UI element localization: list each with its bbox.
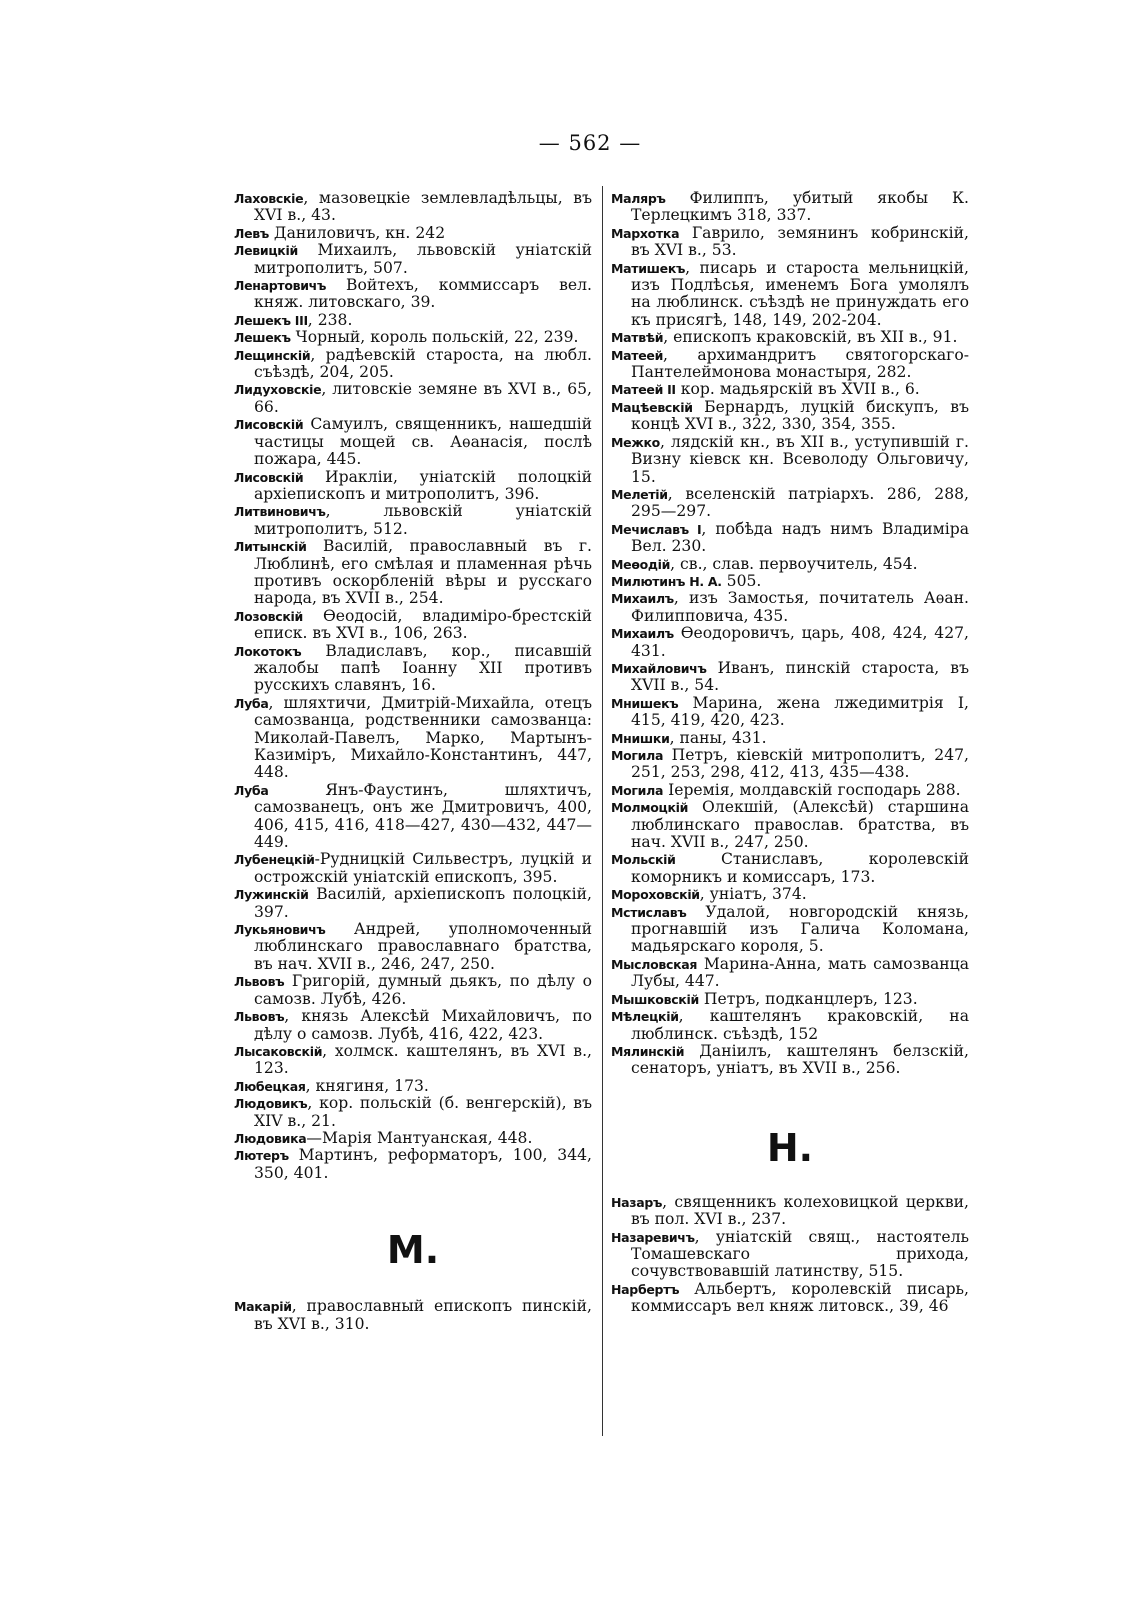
index-entry [234, 416, 592, 468]
entry-text: Марина-Анна, мать самозванца Лубы, 447. [631, 954, 969, 991]
index-entry [611, 660, 969, 695]
entry-headword: Людовика [234, 1130, 307, 1146]
entry-text: , епископъ краковскій, въ XII в., 91. [663, 328, 958, 347]
entry-headword: Людовикъ [234, 1096, 308, 1112]
entry-text: , каштелянъ краковскій, на люблинск. съѣздѣ, 152 [631, 1007, 969, 1043]
index-entry [234, 608, 592, 643]
entry-text: Ѳеодосій, владиміро-брестскій еписк. въ XVI в., 106, 263. [254, 606, 592, 643]
entry-text: Даніилъ, каштелянъ белзскій, сенаторъ, уніатъ, въ XVII в., 256. [631, 1041, 969, 1078]
entry-headword: Левицкій [234, 243, 298, 259]
index-entry [611, 1281, 969, 1316]
index-entry [611, 1043, 969, 1078]
index-entry [611, 904, 969, 956]
entry-headword: Михаилъ [611, 591, 674, 607]
index-entry [234, 469, 592, 504]
entry-text: , паны, 431. [669, 728, 767, 747]
index-entry [611, 381, 969, 398]
entry-text: -Рудницкій Сильвестръ, луцкій и острожскій уніатскій епископъ, 395. [254, 850, 592, 886]
index-entry [234, 973, 592, 1008]
entry-text: Иванъ, пинскій староста, въ XVII в., 54. [631, 658, 969, 695]
entry-headword: Назаръ [611, 1194, 663, 1210]
entry-text: Иракліи, уніатскій полоцкій архіепископъ и митрополитъ, 396. [254, 467, 592, 503]
entry-headword: Лисовскій [234, 417, 304, 433]
index-entry [234, 1078, 592, 1095]
entry-headword: Мнишки [611, 730, 670, 746]
entry-headword: Ленартовичъ [234, 278, 327, 294]
entry-text: Петръ, кіевскій митрополитъ, 247, 251, 253, 298, 412, 413, 435—438. [631, 746, 969, 782]
entry-text: Григорій, думный дьякъ, по дѣлу о самозв. Лубѣ, 426. [254, 972, 592, 1008]
index-entry [234, 190, 592, 225]
index-entry [234, 538, 592, 608]
index-entry [234, 347, 592, 382]
index-entry [611, 590, 969, 625]
index-entry [234, 921, 592, 973]
entry-text: , князь Алексѣй Михайловичъ, по дѣлу о самозв. Лубѣ, 416, 422, 423. [254, 1007, 592, 1043]
entry-headword: Левъ [234, 225, 269, 241]
entry-headword: Лютеръ [234, 1148, 289, 1164]
letter-heading-n: Н. [766, 1125, 814, 1170]
entry-text: Бернардъ, луцкій бискупъ, въ концѣ XVI в., 322, 330, 354, 355. [631, 397, 969, 434]
entry-headword: Мацѣевскій [611, 399, 693, 415]
index-entry [234, 277, 592, 312]
index-entry [234, 695, 592, 782]
entry-headword: Мархотка [611, 225, 680, 241]
entry-headword: Мѣлецкій [611, 1009, 679, 1025]
index-entry [234, 329, 592, 346]
entry-headword: Милютинъ Н. А. [611, 573, 722, 589]
entry-text: Петръ, подканцлеръ, 123. [698, 989, 918, 1008]
entry-headword: Маляръ [611, 191, 666, 206]
entry-headword: Мелетій [611, 486, 668, 502]
index-entry [234, 643, 592, 695]
index-entry [611, 782, 969, 799]
entry-text: Филиппъ, убитый якобы К. Терлецкимъ 318, 337. [631, 189, 969, 225]
index-entry [234, 1298, 592, 1333]
entry-text: , св., слав. первоучитель, 454. [670, 554, 918, 573]
entry-text: , уніатскій свящ., настоятель Томашевскаго прихода, сочувствовавшій латинству, 515. [631, 1227, 969, 1281]
index-entry [611, 225, 969, 260]
index-entry [234, 312, 592, 329]
entry-text: , литовскіе земяне въ XVI в., 65, 66. [254, 380, 592, 416]
index-entry [234, 1008, 592, 1043]
entry-text: , побѣда надъ нимъ Владиміра Вел. 230. [631, 519, 970, 556]
entry-text: , уніатъ, 374. [699, 885, 807, 904]
entry-text: Янъ-Фаустинъ, шляхтичъ, самозванецъ, онъ же Дмитровичъ, 400, 406, 415, 416, 418—427, 430—432, 447—449. [254, 780, 592, 852]
entry-headword: Нарбертъ [611, 1281, 680, 1297]
left-column [234, 190, 592, 1333]
index-entry [611, 399, 969, 434]
index-entry [234, 381, 592, 416]
index-entry [611, 329, 969, 346]
entry-text: , кор. польскій (б. венгерскій), въ XIV в., 21. [254, 1094, 592, 1130]
entry-headword: Лешекъ III [234, 312, 308, 328]
entry-text: Михаилъ, львовскій уніатскій митрополитъ, 507. [254, 241, 592, 277]
entry-text: Удалой, новгородскій князь, прогнавшій изъ Галича Коломана, мадьярскаго короля, 5. [631, 902, 969, 956]
entry-text: Чорный, король польскій, 22, 239. [290, 328, 579, 347]
index-entry [611, 486, 969, 521]
index-entry [611, 1194, 969, 1229]
entry-headword: Молмоцкій [611, 800, 689, 816]
left-entries-after [234, 1298, 592, 1333]
index-entry [611, 521, 969, 556]
entry-headword: Матишекъ [611, 260, 686, 276]
entry-text: Василій, православный въ г. Люблинѣ, его смѣлая и пламенная рѣчь противъ оскорбленій вѣры и русскаго народа, въ XVII в., 254. [254, 537, 592, 608]
index-entry [234, 851, 592, 886]
index-entry [611, 347, 969, 382]
entry-headword: Матвѣй [611, 330, 664, 346]
entry-headword: Литынскій [234, 539, 307, 555]
entry-headword: Любецкая [234, 1078, 306, 1094]
entry-headword: Мысловская [611, 956, 698, 972]
entry-text: Василій, архіепископъ полоцкій, 397. [254, 885, 592, 921]
entry-headword: Макарій [234, 1299, 292, 1315]
entry-text: Гаврило, земянинъ кобринскій, въ XVI в., 53. [631, 223, 969, 260]
entry-headword: Мялинскій [611, 1043, 685, 1059]
index-entry [234, 1095, 592, 1130]
left-entries-before [234, 190, 592, 1182]
index-entry [611, 886, 969, 903]
entry-headword: Лешекъ [234, 330, 291, 346]
entry-text: , вселенскій патріархъ. 286, 288, 295—297. [631, 484, 969, 521]
index-entry [611, 956, 969, 991]
entry-headword: Мстиславъ [611, 904, 687, 920]
index-entry [234, 242, 592, 277]
index-entry [611, 991, 969, 1008]
entry-headword: Мнишекъ [611, 695, 679, 711]
entry-text: —Марія Мантуанская, 448. [306, 1128, 533, 1147]
entry-headword: Лаховскіе [234, 191, 304, 206]
entry-headword: Мольскій [611, 852, 676, 868]
entry-headword: Матеей [611, 347, 664, 363]
entry-headword: Лукьяновичъ [234, 922, 326, 938]
index-entry [611, 799, 969, 851]
entry-text: , православный епископъ пинскій, въ XVI в., 310. [254, 1297, 592, 1333]
entry-text: , священникъ колеховицкой церкви, въ пол. XVI в., 237. [631, 1192, 969, 1229]
letter-heading-m: М. [386, 1228, 440, 1273]
entry-text: кор. мадьярскій въ XVII в., 6. [675, 380, 920, 399]
entry-headword: Львовъ [234, 1009, 285, 1025]
index-entry [234, 225, 592, 242]
entry-headword: Лубенецкій [234, 852, 315, 868]
index-entry [611, 190, 969, 225]
right-column [611, 190, 969, 1316]
entry-headword: Лысаковскій [234, 1043, 323, 1059]
entry-headword: Межко [611, 434, 660, 450]
entry-headword: Михаилъ [611, 626, 674, 642]
entry-text: Войтехъ, коммиссаръ вел. княж. литовскаго, 39. [254, 276, 592, 312]
index-entry [234, 782, 592, 852]
entry-headword: Михайловичъ [611, 660, 707, 676]
entry-headword: Локотокъ [234, 643, 302, 659]
entry-headword: Лужинскій [234, 887, 309, 903]
index-entry [611, 625, 969, 660]
entry-text: Владиславъ, кор., писавшій жалобы папѣ Іоанну XII противъ русскихъ славянъ, 16. [254, 641, 592, 695]
entry-text: , шляхтичи, Дмитрій-Михайла, отецъ самозванца, родственники самозванца: Миколай-Павелъ, Марко, Мартынъ-Казиміръ, Михайло-Константинъ, 447, 448. [254, 693, 592, 782]
entry-headword: Лещинскій [234, 347, 311, 363]
entry-headword: Меѳодій [611, 556, 671, 572]
page-number: — 562 — [538, 131, 642, 155]
index-entry [611, 1229, 969, 1281]
right-entries-before [611, 190, 969, 1078]
entry-text: , львовскій уніатскій митрополитъ, 512. [254, 502, 592, 538]
entry-headword: Назаревичъ [611, 1229, 695, 1245]
entry-headword: Лидуховскіе [234, 382, 322, 398]
entry-headword: Мечиславъ I [611, 521, 702, 537]
entry-text: , изъ Замостья, почитатель Аѳан. Филипповича, 435. [631, 589, 969, 625]
entry-text: , холмск. каштелянъ, въ XVI в., 123. [254, 1041, 592, 1078]
index-entry [234, 886, 592, 921]
index-entry [611, 573, 969, 590]
entry-text: Марина, жена лжедимитрія I, 415, 419, 420, 423. [631, 693, 969, 730]
index-entry [234, 1130, 592, 1147]
entry-text: Іеремія, молдавскій господарь 288. [663, 780, 961, 799]
entry-text: , писарь и староста мельницкій, изъ Подлѣсья, именемъ Бога умолялъ на люблинск. съѣздѣ не принуждать его къ присягѣ, 148, 149, 202-204. [631, 258, 969, 329]
index-entry [611, 747, 969, 782]
entry-text: , архимандритъ святогорскаго-Пантелеймонова монастыря, 282. [631, 345, 969, 382]
entry-text: Самуилъ, священникъ, нашедшій частицы мощей св. Аѳанасія, послѣ пожара, 445. [254, 415, 592, 469]
entry-text: Станиславъ, королевскій коморникъ и комиссаръ, 173. [631, 850, 969, 886]
entry-headword: Мороховскій [611, 887, 700, 903]
entry-headword: Лисовскій [234, 469, 304, 485]
index-entry [611, 556, 969, 573]
entry-headword: Лозовскій [234, 608, 303, 624]
entry-headword: Львовъ [234, 974, 285, 990]
index-entry [611, 434, 969, 486]
entry-text: Андрей, уполномоченный люблинскаго православнаго братства, въ нач. XVII в., 246, 247, 250. [254, 920, 592, 973]
entry-headword: Луба [234, 782, 269, 798]
entry-text: Мартинъ, реформаторъ, 100, 344, 350, 401. [254, 1146, 592, 1182]
entry-text: , лядскій кн., въ XII в., уступившій г. Визну кіевск кн. Всеволоду Ольговичу, 15. [631, 432, 969, 486]
entry-text: Даниловичъ, кн. 242 [268, 223, 446, 242]
index-entry [611, 1008, 969, 1043]
entry-text: Альбертъ, королевскій писарь, коммиссаръ вел княж литовск., 39, 46 [631, 1279, 969, 1316]
index-entry [234, 503, 592, 538]
index-entry [611, 851, 969, 886]
entry-headword: Матеей II [611, 382, 676, 398]
entry-text: 505. [721, 571, 762, 590]
entry-text: Олекшій, (Алексѣй) старшина люблинскаго православ. братства, въ нач. XVII в., 247, 250. [631, 798, 969, 852]
index-entry [611, 695, 969, 730]
index-entry [234, 1043, 592, 1078]
column-divider [602, 186, 603, 1436]
entry-text: , 238. [307, 310, 353, 329]
entry-headword: Мышковскій [611, 991, 699, 1007]
index-entry [611, 730, 969, 747]
entry-text: , мазовецкіе землевладѣльцы, въ XVI в., 43. [254, 189, 592, 225]
entry-text: Ѳеодоровичъ, царь, 408, 424, 427, 431. [631, 624, 969, 660]
index-entry [611, 260, 969, 330]
right-entries-after [611, 1194, 969, 1316]
index-entry [234, 1147, 592, 1182]
entry-text: , радѣевскій староста, на любл. съѣздѣ, 204, 205. [254, 345, 592, 382]
entry-headword: Могила [611, 782, 664, 798]
entry-headword: Могила [611, 748, 664, 763]
entry-headword: Литвиновичъ [234, 504, 326, 520]
entry-headword: Луба [234, 695, 269, 711]
entry-text: , княгиня, 173. [305, 1076, 429, 1095]
